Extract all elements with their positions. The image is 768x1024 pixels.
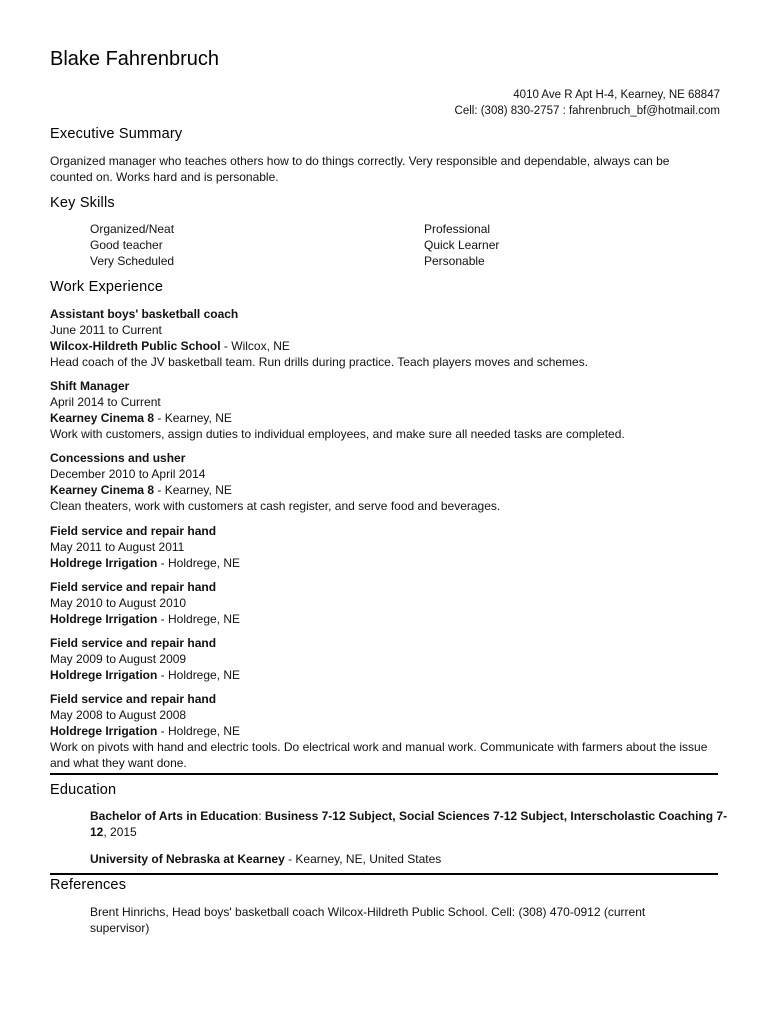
job-description: Work with customers, assign duties to individual employees, and make sure all needed tasks are completed. (50, 427, 625, 441)
job-location: - Kearney, NE (154, 483, 232, 497)
job-title: Field service and repair hand (50, 692, 217, 706)
section-title-skills: Key Skills (50, 195, 115, 211)
school-name: University of Nebraska at Kearney (90, 852, 285, 866)
job-org: Kearney Cinema 8 (50, 483, 155, 497)
job-description: Work on pivots with hand and electric tools. Do electrical work and manual work. Communicate with farmers about the issue and what they want done. (50, 740, 708, 770)
job-entry (50, 579, 720, 627)
section-title-summary: Executive Summary (50, 126, 183, 142)
job-dates: April 2014 to Current (50, 395, 161, 409)
job-entry (50, 378, 720, 442)
job-description: Clean theaters, work with customers at cash register, and serve food and beverages. (50, 499, 501, 513)
address: 4010 Ave R Apt H-4, Kearney, NE 68847 (513, 89, 720, 101)
candidate-name: Blake Fahrenbruch (50, 48, 219, 70)
school-location: - Kearney, NE, United States (284, 852, 442, 866)
degree-name: Bachelor of Arts in Education (90, 809, 259, 823)
skill-item: Personable (424, 254, 485, 268)
section-title-references: References (50, 877, 127, 893)
job-org: Holdrege Irrigation (50, 612, 158, 626)
summary-text: Organized manager who teaches others how to do things correctly. Very responsible and dependable, always can be counted on. Works hard and is personable. (50, 154, 670, 184)
education-degree (90, 808, 738, 840)
job-location: - Holdrege, NE (157, 556, 241, 570)
skill-item: Good teacher (90, 238, 163, 252)
contact-line: Cell: (308) 830-2757 : fahrenbruch_bf@hotmail.com (454, 105, 720, 117)
degree-majors: Business 7-12 Subject, Social Sciences 7-12 Subject, Interscholastic Coaching 7-12 (90, 809, 728, 839)
skill-item: Professional (424, 222, 491, 236)
job-entry (50, 306, 720, 370)
job-title: Field service and repair hand (50, 524, 217, 538)
section-title-education: Education (50, 782, 117, 798)
job-location: - Holdrege, NE (157, 668, 241, 682)
job-location: - Holdrege, NE (157, 612, 241, 626)
job-org: Holdrege Irrigation (50, 556, 158, 570)
job-org: Wilcox-Hildreth Public School (50, 339, 221, 353)
job-org: Holdrege Irrigation (50, 724, 158, 738)
job-org: Holdrege Irrigation (50, 668, 158, 682)
job-entry (50, 635, 720, 683)
reference-text: Brent Hinrichs, Head boys' basketball coach Wilcox-Hildreth Public School. Cell: (308) 470-0912 (current supervisor) (90, 905, 646, 935)
section-divider (50, 773, 718, 775)
job-dates: June 2011 to Current (50, 323, 162, 337)
job-entry (50, 523, 720, 571)
job-title: Field service and repair hand (50, 580, 217, 594)
skill-item: Organized/Neat (90, 222, 175, 236)
degree-separator: : (258, 809, 265, 823)
job-entry (50, 691, 720, 771)
job-entry (50, 450, 720, 514)
skill-item: Quick Learner (424, 238, 500, 252)
job-title: Shift Manager (50, 379, 130, 393)
job-dates: May 2009 to August 2009 (50, 652, 187, 666)
skills-column-left (90, 221, 174, 269)
job-title: Field service and repair hand (50, 636, 217, 650)
education-school (90, 851, 738, 867)
section-divider (50, 873, 718, 875)
section-title-work: Work Experience (50, 279, 164, 295)
job-dates: May 2010 to August 2010 (50, 596, 187, 610)
job-org: Kearney Cinema 8 (50, 411, 155, 425)
job-location: - Kearney, NE (154, 411, 232, 425)
contact-block (320, 87, 720, 119)
job-dates: May 2011 to August 2011 (50, 540, 185, 554)
job-dates: May 2008 to August 2008 (50, 708, 187, 722)
skills-column-right (424, 221, 499, 269)
job-dates: December 2010 to April 2014 (50, 467, 206, 481)
job-description: Head coach of the JV basketball team. Run drills during practice. Teach players moves and schemes. (50, 355, 589, 369)
job-title: Assistant boys' basketball coach (50, 307, 239, 321)
job-location: - Wilcox, NE (220, 339, 290, 353)
job-title: Concessions and usher (50, 451, 186, 465)
degree-year: , 2015 (103, 825, 137, 839)
skill-item: Very Scheduled (90, 254, 175, 268)
job-location: - Holdrege, NE (157, 724, 241, 738)
